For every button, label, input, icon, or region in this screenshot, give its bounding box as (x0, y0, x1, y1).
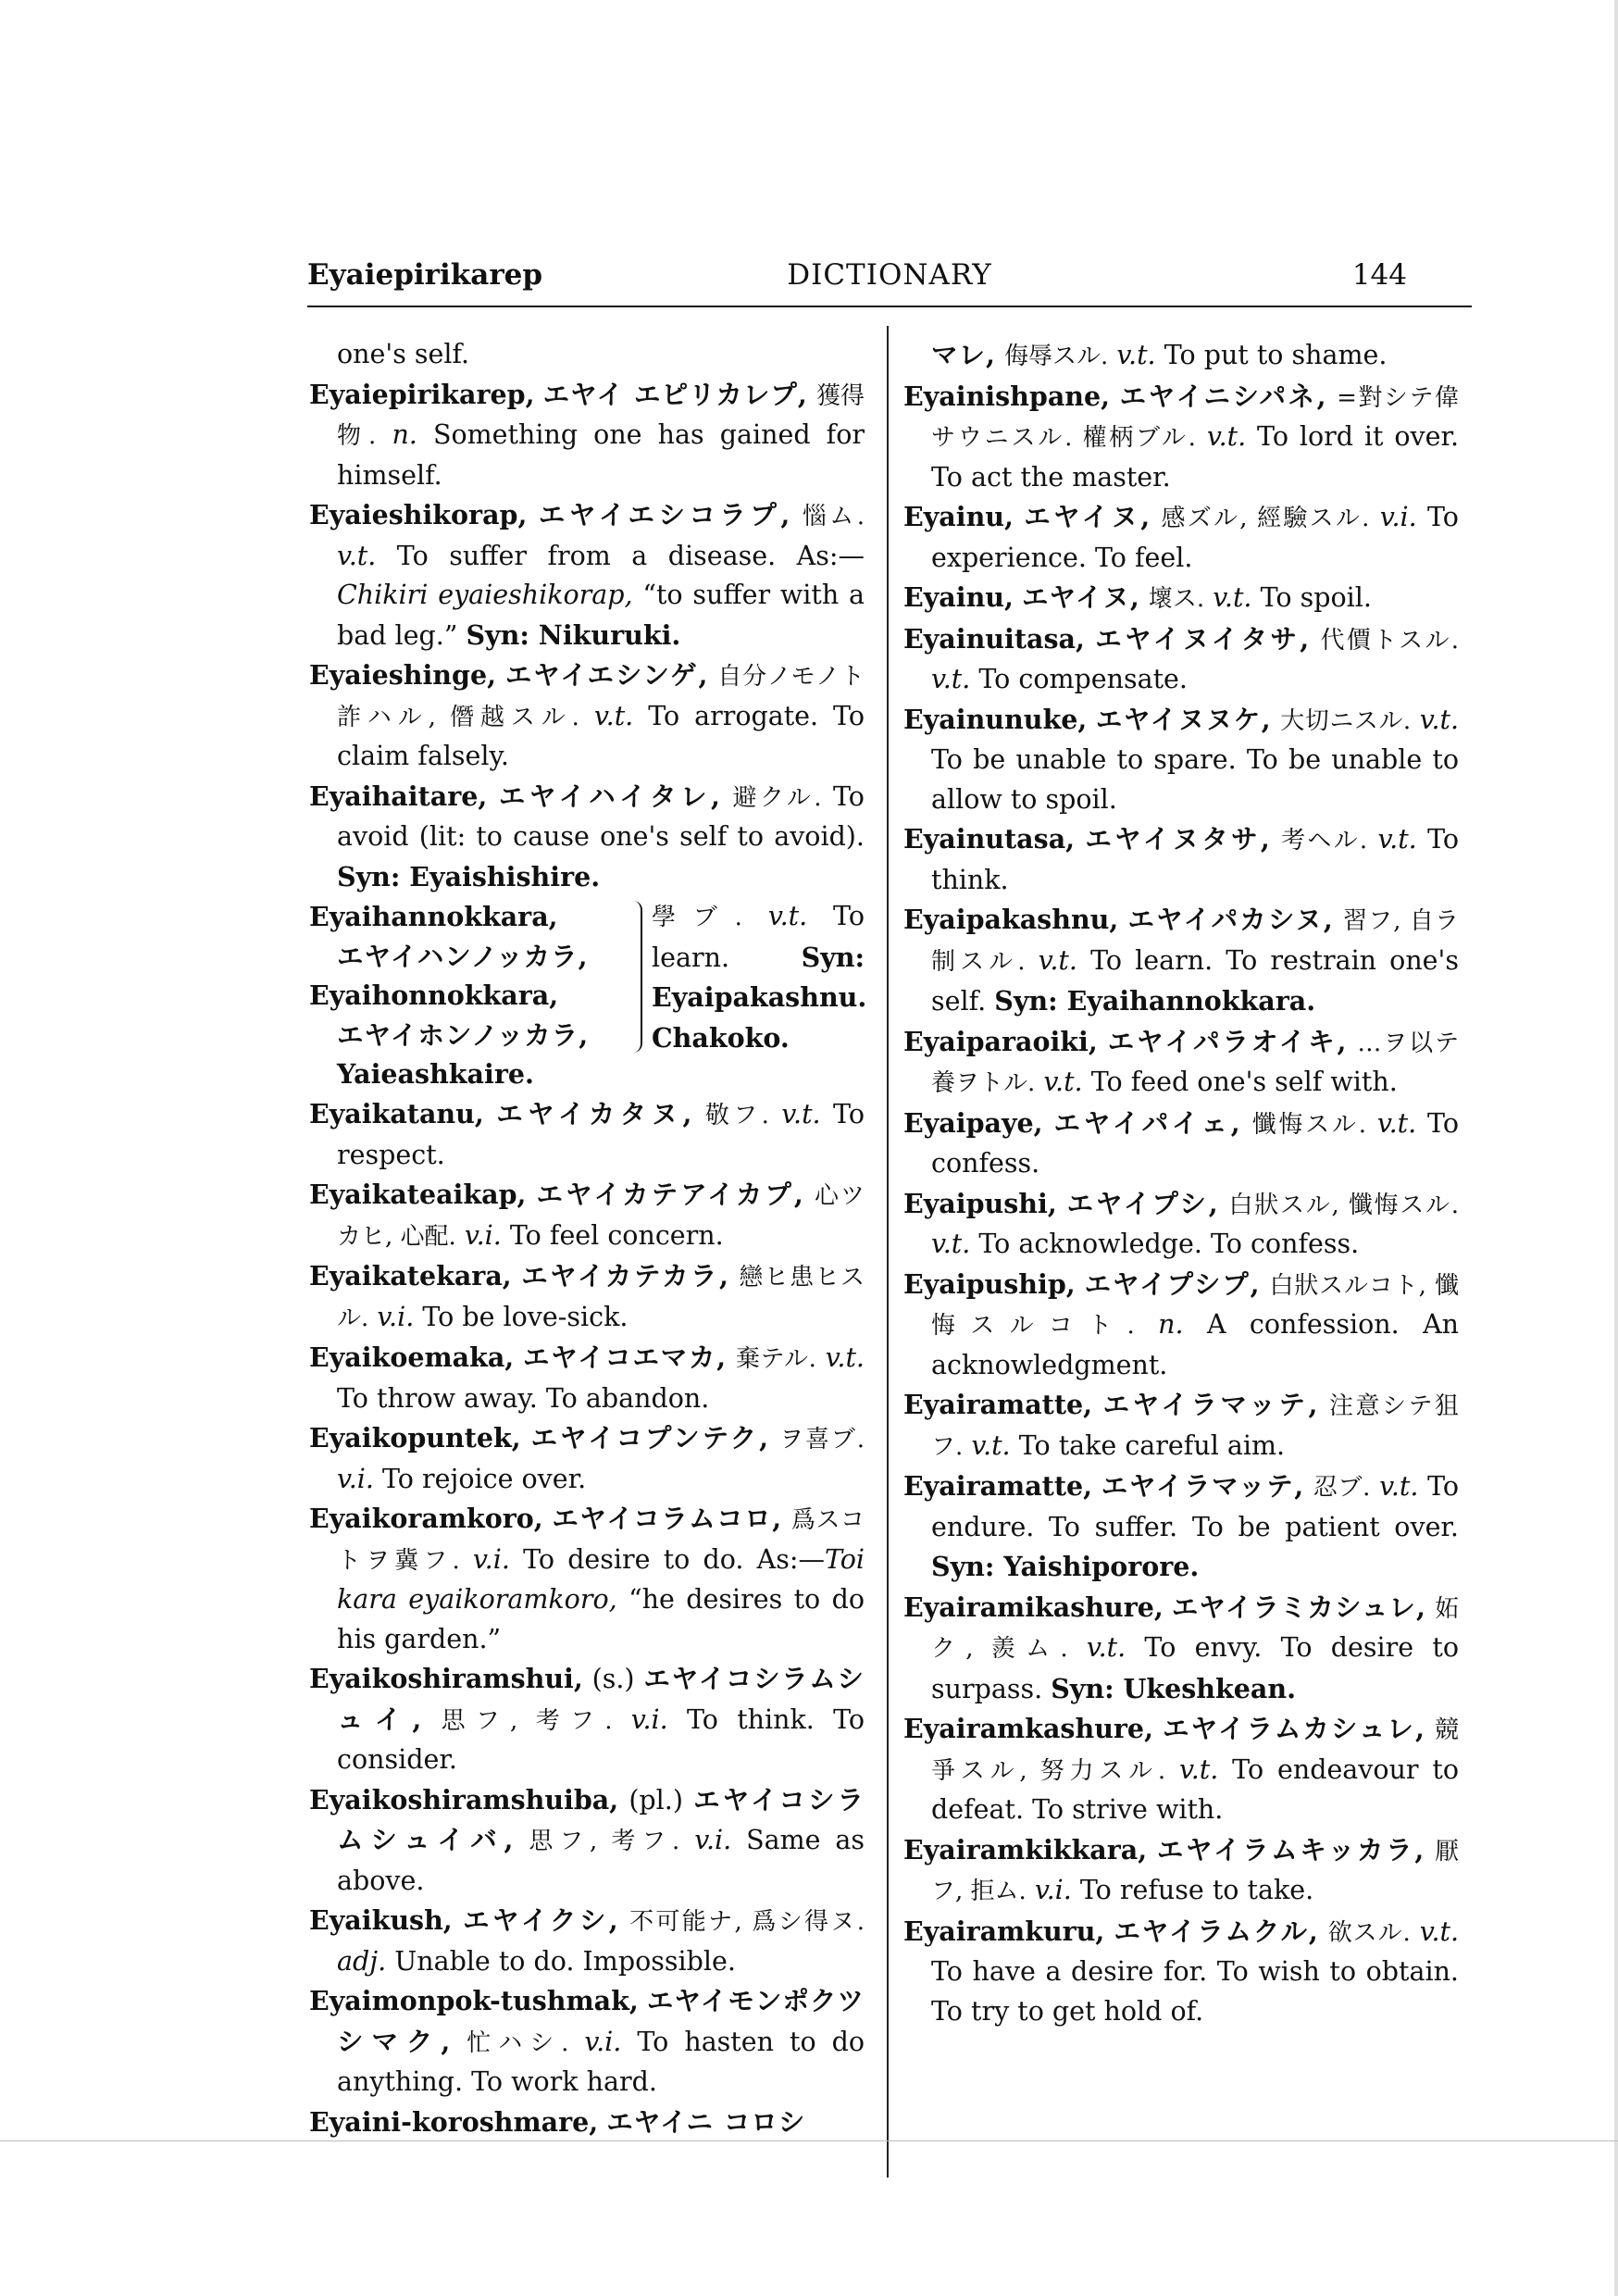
dictionary-entry (903, 1265, 1459, 1386)
definition: A confession. An acknowledgment. (931, 1309, 1460, 1380)
katakana: エヤイラムクル, (1114, 1915, 1319, 1947)
japanese-gloss: 忍ブ. (1313, 1474, 1371, 1502)
synonym: Syn: Eyaipakashnu. Chakoko. (652, 941, 867, 1054)
part-of-speech: v.t. (825, 1342, 865, 1373)
example-gloss: “to suffer with a bad leg.” (337, 580, 865, 651)
headword: Eyaiparaoiki, (903, 1025, 1098, 1057)
dictionary-entry (903, 900, 1459, 1022)
katakana: エヤイプシプ, (1084, 1267, 1261, 1300)
part-of-speech: v.t. (781, 1099, 821, 1129)
grouped-headwords (309, 897, 624, 1094)
part-of-speech: v.t. (971, 1429, 1011, 1461)
definition: To rejoice over. (382, 1463, 587, 1494)
dictionary-entry (903, 1588, 1459, 1710)
part-of-speech: v.t. (931, 664, 971, 694)
dictionary-entry (903, 1022, 1459, 1104)
japanese-gloss: 爲スコトヲ冀フ. (337, 1506, 865, 1575)
example: Chikiri eyaieshikorap, (337, 580, 633, 610)
katakana: エヤイコラムコロ, (552, 1503, 783, 1534)
headword: Eyaikush, (309, 1904, 453, 1936)
katakana: エヤイハンノッカラ, (337, 940, 589, 972)
japanese-gloss: 白狀スル, 懺悔スル. (1228, 1191, 1459, 1219)
headword: Eyaiepirikarep, (309, 378, 535, 410)
katakana: エヤイパカシヌ, (1127, 904, 1334, 935)
headword: Eyaikoshiramshui, (309, 1663, 583, 1694)
katakana: エヤイモンポクツシマク, (337, 1985, 865, 2057)
katakana: エヤイカテアイカプ, (536, 1179, 804, 1210)
entry-continuation (309, 335, 865, 375)
definition: Unable to do. Impossible. (394, 1945, 736, 1977)
japanese-gloss: 戀ヒ患ヒスル. (337, 1264, 865, 1332)
definition: To experience. To feel. (931, 502, 1459, 573)
column-divider (887, 326, 889, 2177)
definition: To put to shame. (1164, 340, 1388, 370)
part-of-speech: adj. (337, 1945, 387, 1977)
dictionary-entry (903, 700, 1459, 820)
dictionary-entry (903, 1385, 1459, 1466)
headword: Eyairamkikkara, (903, 1833, 1148, 1866)
definition: To compensate. (978, 664, 1188, 694)
katakana: エヤイクシ, (463, 1904, 619, 1936)
definition: To acknowledge. To confess. (978, 1229, 1360, 1259)
headword: Eyaikateaikap, (309, 1179, 527, 1210)
headword: Eyairamikashure, (903, 1591, 1164, 1623)
japanese-gloss: 思フ, 考フ. (441, 1706, 613, 1735)
part-of-speech: v.t. (1179, 1753, 1219, 1785)
katakana: エヤイラマッテ, (1102, 1389, 1319, 1420)
headword: Eyaihannokkara, (309, 901, 558, 932)
japanese-gloss: 自分ノモノト詐ハル, 僭越スル. (337, 663, 865, 731)
part-of-speech: v.i. (694, 1825, 732, 1855)
part-of-speech: v.t. (1116, 340, 1156, 370)
katakana: エヤイラミカシュレ, (1171, 1591, 1426, 1623)
part-of-speech: v.i. (337, 1463, 374, 1494)
definition: To take careful aim. (1018, 1429, 1286, 1461)
dictionary-entry (309, 1981, 865, 2103)
definition: To learn. (652, 901, 865, 973)
japanese-gloss: 厭フ, 拒ム. (931, 1837, 1460, 1905)
dictionary-entry (903, 1184, 1459, 1265)
example: Toi kara eyaikoramkoro, (337, 1543, 865, 1615)
part-of-speech: v.t. (1419, 1915, 1460, 1947)
dictionary-entry (309, 1780, 865, 1902)
dictionary-entry (903, 1709, 1459, 1830)
dictionary-entry (309, 1094, 865, 1175)
japanese-gloss: 欲スル. (1327, 1918, 1411, 1947)
example-gloss: “he desires to do his garden.” (337, 1584, 865, 1654)
dictionary-entry (309, 1659, 865, 1780)
definition: To respect. (337, 1099, 865, 1170)
katakana: エヤイラムカシュレ, (1163, 1713, 1425, 1744)
part-of-speech: v.i. (472, 1543, 510, 1575)
definition: To throw away. To abandon. (337, 1382, 710, 1414)
part-of-speech: n. (1158, 1309, 1184, 1340)
katakana: エヤイラムキッカラ, (1156, 1833, 1425, 1866)
definition: To confess. (931, 1107, 1460, 1179)
japanese-gloss: 習フ, 自ラ制スル. (931, 907, 1460, 976)
definition: To think. (931, 824, 1460, 895)
definition: To be unable to spare. To be unable to allow to spoil. (931, 744, 1459, 815)
number-marker: (pl.) (629, 1784, 683, 1816)
right-column (903, 335, 1459, 2031)
japanese-gloss: 棄テル. (735, 1345, 816, 1373)
headword: Eyaikatanu, (309, 1098, 484, 1129)
japanese-gloss: 不可能ナ, 爲シ得ヌ. (629, 1908, 865, 1936)
headword: Eyaihaitare, (309, 780, 488, 812)
dictionary-entry (309, 2103, 865, 2143)
katakana: エヤイカテカラ, (521, 1260, 729, 1292)
part-of-speech: v.t. (931, 1229, 971, 1259)
definition: To endure. To suffer. To be patient over. (931, 1471, 1460, 1542)
part-of-speech: v.t. (1043, 1067, 1083, 1097)
headword: Eyaikoramkoro, (309, 1503, 543, 1534)
part-of-speech: n. (392, 419, 417, 450)
katakana: エヤイコシラムシュイ, (337, 1663, 865, 1735)
dictionary-entry (903, 1830, 1459, 1912)
japanese-gloss: ヲ喜ブ. (779, 1426, 865, 1454)
dictionary-entry (903, 578, 1459, 619)
definition: To feel concern. (509, 1219, 724, 1251)
headword: Eyairamkashure, (903, 1713, 1153, 1744)
part-of-speech: v.i. (584, 2026, 622, 2057)
part-of-speech: v.t. (593, 700, 634, 731)
part-of-speech: v.i. (1034, 1875, 1072, 1905)
katakana: エヤイエシコラプ, (538, 499, 791, 530)
japanese-gloss: 惱ム. (802, 503, 865, 530)
japanese-gloss: 壞ス. (1148, 585, 1205, 613)
definition: To lord it over. To act the master. (931, 421, 1460, 493)
headword: Eyainunuke, (903, 703, 1088, 735)
japanese-gloss: 侮辱スル. (1004, 343, 1109, 370)
dictionary-entry (309, 1499, 865, 1659)
part-of-speech: v.t. (767, 901, 808, 931)
part-of-speech: v.t. (1376, 1107, 1417, 1139)
definition: To hasten to do anything. To work hard. (337, 2026, 865, 2097)
japanese-gloss: 懺悔スル. (1251, 1110, 1367, 1139)
katakana: エヤイホンノッカラ, (337, 1018, 590, 1051)
headword: Eyaimonpok-tushmak, (309, 1985, 639, 2016)
part-of-speech: v.i. (377, 1301, 415, 1332)
scan-bottom-rule (0, 2140, 1618, 2141)
headword: Eyaieshikorap, (309, 499, 528, 530)
headword: Eyaikoemaka, (309, 1341, 515, 1373)
dictionary-entry (903, 619, 1459, 700)
definition: To have a desire for. To wish to obtain. To try to get hold of. (931, 1956, 1459, 2027)
dictionary-entry (309, 375, 865, 496)
part-of-speech: v.t. (1213, 582, 1252, 613)
japanese-gloss: 代價トスル. (1320, 626, 1460, 655)
grouped-entry (309, 897, 865, 1094)
definition: To refuse to take. (1079, 1875, 1314, 1905)
left-column (309, 335, 865, 2142)
part-of-speech: v.t. (1379, 1471, 1419, 1502)
katakana: エヤイエシンゲ, (504, 659, 709, 691)
japanese-gloss: 注意シテ狙フ. (931, 1392, 1459, 1461)
definition: To suffer from a disease. As:— (396, 540, 865, 571)
definition: Same as above. (337, 1825, 865, 1896)
japanese-gloss: 獲得物. (337, 381, 865, 450)
katakana: エヤイヌイタサ, (1095, 622, 1311, 655)
synonym: Syn: Eyaihannokkara. (994, 985, 1316, 1017)
dictionary-entry (309, 1175, 865, 1256)
japanese-gloss: 感ズル, 經驗スル. (1161, 505, 1370, 532)
dictionary-entry (903, 1104, 1459, 1184)
dictionary-entry (309, 777, 865, 898)
definition: To endeavour to defeat. To strive with. (931, 1753, 1460, 1825)
dictionary-entry (903, 497, 1459, 578)
dictionary-entry (309, 655, 865, 777)
headword: Eyainutasa, (903, 823, 1076, 855)
brace (628, 901, 642, 1053)
headword: Eyaini-koroshmare, (309, 2105, 599, 2138)
katakana: エヤイヌ, (1024, 501, 1151, 532)
katakana: エヤイヌ, (1022, 581, 1140, 613)
part-of-speech: v.t. (1377, 824, 1417, 855)
definition: Something one has gained for himself. (337, 419, 865, 491)
headword: Yaieashkaire. (337, 1058, 534, 1090)
japanese-gloss: 忙ハシ. (467, 2028, 569, 2057)
japanese-gloss: 敬フ. (704, 1102, 769, 1129)
headword: Eyainishpane, (903, 380, 1111, 412)
headword: Eyaikopuntek, (309, 1422, 521, 1454)
katakana: エヤイパイェ, (1053, 1106, 1241, 1139)
katakana: エヤイニシパネ, (1119, 380, 1327, 412)
dictionary-entry (903, 1466, 1459, 1588)
katakana: エヤイ エピリカレプ, (542, 378, 808, 410)
definition: To spoil. (1260, 582, 1372, 613)
synonym: Syn: Nikuruki. (466, 618, 681, 651)
dictionary-entry (309, 1901, 865, 1981)
part-of-speech: v.i. (630, 1703, 668, 1735)
grouped-definition (652, 897, 865, 1058)
headword: Eyaipaye, (903, 1106, 1043, 1139)
definition: To feed one's self with. (1090, 1067, 1398, 1097)
katakana: エヤイプシ, (1066, 1187, 1219, 1219)
headword: Eyairamatte, (903, 1470, 1093, 1502)
dictionary-entry (309, 1256, 865, 1338)
katakana: エヤイコプンテク, (530, 1422, 770, 1454)
part-of-speech: v.t. (1086, 1632, 1126, 1663)
japanese-gloss: 避クル. (732, 783, 822, 812)
synonym: Syn: Yaishiporore. (931, 1551, 1200, 1582)
katakana: エヤイハイタレ, (498, 780, 721, 812)
japanese-gloss: 思フ, 考フ. (529, 1828, 680, 1855)
katakana: エヤイヌヌケ, (1095, 703, 1272, 735)
headword: Eyainuitasa, (903, 622, 1085, 655)
part-of-speech: v.t. (1419, 704, 1460, 735)
dictionary-entry (309, 495, 865, 655)
definition: To be love-sick. (422, 1301, 629, 1332)
header-rule (307, 306, 1472, 307)
headword: Eyaikoshiramshuiba, (309, 1783, 619, 1816)
headword: Eyainu, (903, 501, 1014, 532)
definition: To learn. To restrain one's self. (931, 944, 1460, 1017)
running-head-left: Eyaiepirikarep (307, 258, 543, 292)
japanese-gloss: 考ヘル. (1281, 827, 1368, 855)
synonym: Syn: Ukeshkean. (1051, 1672, 1297, 1704)
japanese-gloss: =對シテ偉サウニスル. 權柄ブル. (931, 383, 1459, 452)
katakana: エヤイラマッテ, (1101, 1470, 1305, 1502)
definition: To envy. To desire to surpass. (931, 1632, 1460, 1704)
headword: Eyaipuship, (903, 1267, 1076, 1300)
headword: Eyaipakashnu, (903, 904, 1119, 935)
dictionary-entry (903, 819, 1459, 900)
headword: Eyairamkuru, (903, 1915, 1105, 1947)
definition: To avoid (lit: to cause one's self to avoid). (337, 780, 865, 852)
part-of-speech: v.i. (464, 1219, 502, 1251)
definition: To think. To consider. (337, 1703, 865, 1775)
dictionary-entry (903, 377, 1459, 498)
japanese-gloss: 學ブ. (652, 904, 742, 931)
headword: Eyaieshinge, (309, 659, 497, 691)
katakana: エヤイコエマカ, (523, 1341, 728, 1373)
definition: To arrogate. To claim falsely. (337, 700, 865, 771)
headword: Eyaipushi, (903, 1187, 1057, 1219)
katakana: エヤイニ コロシ (606, 2105, 806, 2138)
headword: Eyaikatekara, (309, 1260, 512, 1292)
katakana: エヤイカタヌ, (496, 1098, 693, 1129)
japanese-gloss: 妬ク, 羨ム. (931, 1594, 1459, 1663)
japanese-gloss: 白狀スルコト, 懺悔スルコト. (931, 1271, 1460, 1340)
katakana: エヤイコシラムシュイバ, (337, 1783, 865, 1855)
running-head (307, 252, 1472, 298)
katakana: エヤイパラオイキ, (1107, 1025, 1348, 1057)
definition: To desire to do. As:— (523, 1543, 825, 1575)
number-marker: (s.) (591, 1664, 635, 1694)
katakana: エヤイヌタサ, (1085, 823, 1271, 855)
dictionary-entry (309, 1418, 865, 1499)
part-of-speech: v.t. (337, 540, 377, 571)
japanese-gloss: 心ツカヒ, 心配. (337, 1182, 865, 1251)
katakana: マレ, (931, 339, 996, 370)
page-number: 144 (1351, 258, 1407, 292)
dictionary-entry (903, 1912, 1459, 2032)
headword: Eyaihonnokkara, (309, 980, 559, 1011)
japanese-gloss: 競爭スル, 努力スル. (931, 1716, 1460, 1785)
part-of-speech: v.t. (1038, 944, 1077, 976)
part-of-speech: v.t. (1206, 421, 1247, 452)
synonym: Syn: Eyaishishire. (337, 860, 601, 892)
entry-continuation (903, 335, 1459, 377)
headword: Eyairamatte, (903, 1389, 1093, 1420)
dictionary-entry (309, 1338, 865, 1418)
japanese-gloss: 大切ニスル. (1280, 706, 1412, 735)
continuation-text: one's self. (337, 339, 470, 369)
running-head-title: DICTIONARY (787, 258, 992, 292)
scan-edge (1614, 0, 1618, 2296)
japanese-gloss: …ヲ以テ養ヲトル. (931, 1029, 1460, 1097)
headword: Eyainu, (903, 581, 1014, 613)
part-of-speech: v.i. (1379, 502, 1417, 532)
